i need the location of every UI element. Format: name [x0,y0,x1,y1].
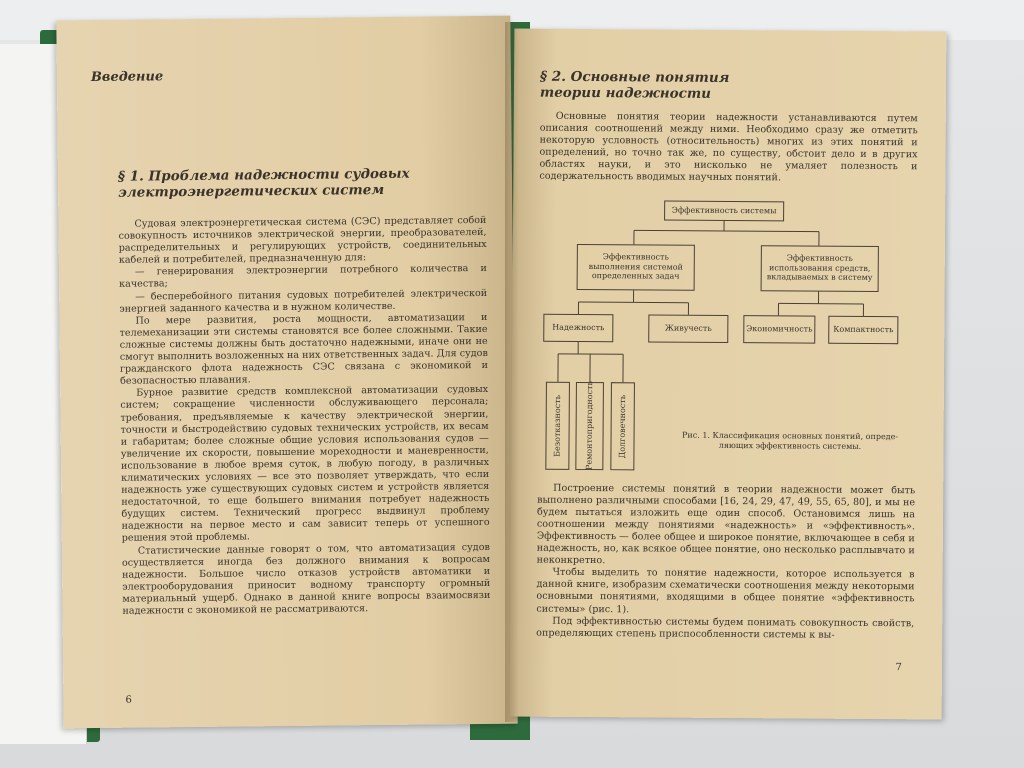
section-2-title [540,69,918,104]
diagram-maintainability-box: Ремонтопригодность [575,382,604,470]
page-number: 7 [895,662,902,674]
diagram-resource-efficiency-box: Эффективность использования средств, вкладываемых в систему [761,245,879,292]
page-number: 6 [125,694,132,706]
section-1-title [118,165,486,201]
paragraph: По мере развития, роста мощности, автоматизации и телемеханизации эти системы становятся все более сложными. Такие сложные системы должны быть достаточно надежными, иначе они не смогут выполнить возложенных на них ответственных задач. Для судов гражданского флота надежность СЭС связана с экономикой и безопасностью плавания. [119,311,489,387]
section-2-title-line2: теории надежности [539,84,712,102]
paragraph: Бурное развитие средств комплексной автоматизации судовых систем; сокращение численности обслуживающего персонала; требования, предъявляемые к качеству электрической энергии, точности и быстродействию судовых технических устройств, их весам и габаритам; более сложные общие условия использования судов — увеличение их скорости, повышение мореходности и маневренности, использование в любое время суток, в любую погоду, в различных климатических условиях — все это позволяет утверждать, что если надежность уже существующих судовых систем и устройств является недостаточной, то еще большего внимания потребует надежность будущих систем. Технический прогресс выдвинул проблему надежности на первое место и сам зависит теперь от успешного решения этой проблемы. [120,384,490,545]
book-gutter [505,22,519,722]
left-page [56,16,517,729]
section-2-title-line1: § 2. Основные понятия [540,68,730,87]
figure-caption-line2: ляющих эффективность системы. [718,440,862,451]
section-1-title-line1: § 1. Проблема надежности судовых [117,165,410,185]
paragraph: — бесперебойного питания судовых потребителей электрической энергией заданного качества и в нужном количестве. [119,287,488,315]
diagram-failure-free-box: Безотказность [545,381,570,469]
paragraph: Чтобы выделить то понятие надежности, которое используется в данной книге, изобразим схематически соотношения между некоторыми основными понятиями, входящими в общее понятие «эффективность системы» (рис. 1). [536,566,915,615]
section-1-title-line2: электроэнергетических систем [118,181,385,201]
diagram-reliability-box: Надежность [543,313,613,341]
paragraph: Под эффективностью системы будем понимать совокупность свойств, определяющих степень приспособленности системы к вы- [536,615,915,641]
diagram-compactness-box: Компактность [828,315,898,343]
diagram-durability-box: Долговечность [610,382,635,470]
paragraph: Судовая электроэнергетическая система (СЭС) представляет собой совокупность источников электрической энергии, преобразователей, распределительных и регулирующих устройств, соединительных кабелей и потребителей, предназначенную для: [118,214,487,267]
diagram-root-box: Эффективность системы [664,200,784,221]
right-page [510,29,947,720]
figure-caption [672,430,907,452]
intro-paragraph: Основные понятия теории надежности устанавливаются путем описания соотношений между ними. Необходимо сразу же отметить некоторую условность (относительность) многих из этих понятий и определений, но точно так же, по существу, обстоит дело и в других областях науки, и это нисколько не умаляет полезность и содержательность вводимых научных понятий. [539,110,918,184]
figure-caption-line1: Рис. 1. Классификация основных понятий, опреде- [682,430,899,441]
diagram-survivability-box: Живучесть [648,314,728,343]
diagram-task-efficiency-box: Эффективность выполнения системой определенных задач [577,244,695,291]
paragraph: — генерирования электроэнергии потребного количества и качества; [119,263,487,291]
diagram-economy-box: Экономичность [743,315,815,344]
classification-diagram [537,191,909,479]
paragraph: Построение системы понятий в теории надежности может быть выполнено различными способами [16, 24, 29, 47, 49, 55, 65, 80], и мы не будем пытаться изложить еще один способ. Остановимся лишь на соотношении между понятиями «надежность» и «эффективность». Эффективность — более общее и широкое понятие, включающее в себя и надежность, но, как всякое общее понятие, оно несколько расплывчато и неконкретно. [536,482,916,567]
running-head: Введение [90,69,164,86]
paragraph: Статистические данные говорят о том, что автоматизация судов осуществляется иногда без должного внимания к вопросам надежности. Большое число отказов устройств автоматики и электрооборудования приносит водному транспорту огромный материальный ущерб. Однако в данной книге вопросы взаимосвязи надежности с экономикой не рассматриваются. [121,541,491,617]
